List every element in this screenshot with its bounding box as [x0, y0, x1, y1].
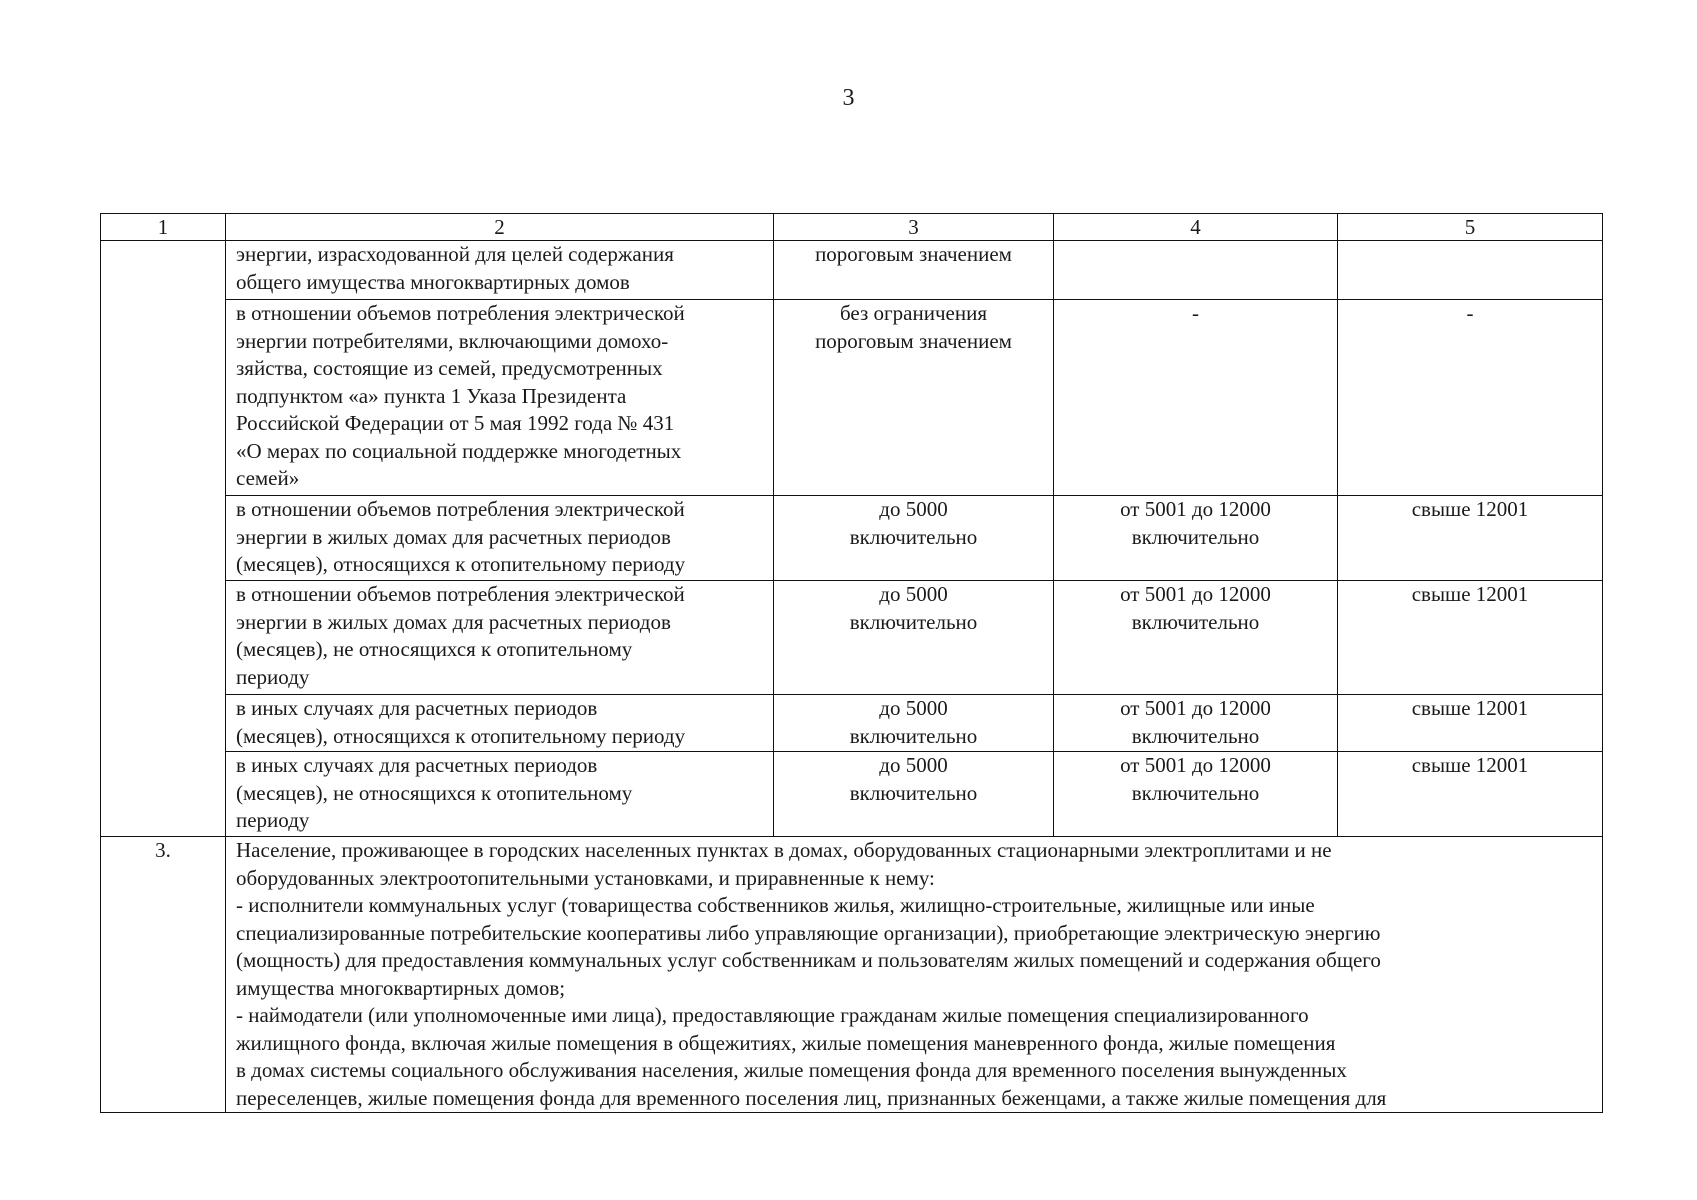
- page-number: 3: [842, 85, 855, 111]
- over-cell: [1338, 241, 1603, 300]
- text-line: -: [1466, 301, 1474, 325]
- text-line: в отношении объемов потребления электрической: [236, 497, 685, 521]
- description-cell: [226, 695, 774, 752]
- over-cell: [1338, 581, 1603, 695]
- text-line: включительно: [1131, 723, 1260, 748]
- text-line: без ограничения: [840, 301, 987, 325]
- text-line: свыше 12001: [1411, 753, 1529, 777]
- text-line: до 5000: [879, 753, 948, 777]
- header-cell-5: 5: [1338, 214, 1603, 241]
- text-line: «О мерах по социальной поддержке многодетных: [236, 438, 682, 463]
- tariff-table: [100, 213, 1603, 1113]
- text-line: - наймодатели (или уполномоченные ими лица), предоставляющие гражданам жилые помещения специализированного: [236, 1003, 1309, 1027]
- text-line: Население, проживающее в городских населенных пунктах в домах, оборудованных стационарными электроплитами и не: [236, 838, 1332, 862]
- threshold-cell: [774, 581, 1054, 695]
- text-line: в отношении объемов потребления электрической: [236, 301, 685, 325]
- over-cell: [1338, 496, 1603, 581]
- row-number-cell: [101, 241, 226, 837]
- range-cell: [1054, 241, 1338, 300]
- text-line: - исполнители коммунальных услуг (товарищества собственников жилья, жилищно-строительные, жилищные или иные: [236, 893, 1315, 917]
- section-number: 3.: [101, 837, 226, 1113]
- over-cell: [1338, 695, 1603, 752]
- text-line: (мощность) для предоставления коммунальных услуг собственникам и пользователям жилых помещений и содержания общего: [236, 948, 1381, 972]
- description-cell: [226, 241, 774, 300]
- text-line: энергии в жилых домах для расчетных периодов: [236, 609, 671, 634]
- text-line: жилищного фонда, включая жилые помещения в общежитиях, жилые помещения маневренного фонда, жилые помещения: [236, 1030, 1336, 1055]
- header-cell-1: 1: [101, 214, 226, 241]
- text-line: включительно: [1131, 780, 1260, 805]
- text-line: переселенцев, жилые помещения фонда для временного поселения лиц, признанных беженцами, а также жилые помещения для: [236, 1085, 1387, 1110]
- text-line: (месяцев), относящихся к отопительному периоду: [236, 723, 686, 748]
- table-row: [101, 300, 1603, 496]
- text-line: энергии в жилых домах для расчетных периодов: [236, 524, 671, 549]
- table-row: [101, 752, 1603, 837]
- text-line: от 5001 до 12000: [1120, 497, 1271, 521]
- text-line: энергии потребителями, включающими домохо-: [236, 328, 669, 353]
- text-line: включительно: [1131, 524, 1260, 549]
- text-line: семей»: [236, 466, 300, 490]
- text-line: включительно: [849, 524, 978, 549]
- header-cell-4: 4: [1054, 214, 1338, 241]
- text-line: Российской Федерации от 5 мая 1992 года № 431: [236, 411, 675, 435]
- range-cell: [1054, 695, 1338, 752]
- text-line: (месяцев), относящихся к отопительному периоду: [236, 552, 686, 576]
- text-line: периоду: [236, 664, 310, 689]
- description-cell: [226, 496, 774, 581]
- description-cell: [226, 581, 774, 695]
- text-line: (месяцев), не относящихся к отопительному: [236, 780, 633, 805]
- text-line: от 5001 до 12000: [1120, 582, 1271, 606]
- text-line: пороговым значением: [815, 242, 1012, 266]
- text-line: периоду: [236, 808, 310, 832]
- text-line: -: [1192, 301, 1199, 325]
- text-line: от 5001 до 12000: [1120, 696, 1271, 720]
- section-3-description: [226, 837, 1603, 1113]
- table-row: [101, 695, 1603, 752]
- text-line: свыше 12001: [1411, 696, 1529, 720]
- header-cell-2: 2: [226, 214, 774, 241]
- text-line: зяйства, состоящие из семей, предусмотренных: [236, 356, 663, 380]
- text-line: энергии, израсходованной для целей содержания: [236, 242, 674, 266]
- table-row: [101, 581, 1603, 695]
- text-line: в домах системы социального обслуживания населения, жилые помещения фонда для временного поселения вынужденных: [236, 1058, 1347, 1082]
- table-header-row: [101, 214, 1603, 241]
- text-line: от 5001 до 12000: [1120, 753, 1271, 777]
- text-line: в иных случаях для расчетных периодов: [236, 753, 598, 777]
- threshold-cell: [774, 695, 1054, 752]
- table-row: [101, 241, 1603, 300]
- text-line: свыше 12001: [1411, 497, 1529, 521]
- text-line: до 5000: [879, 696, 948, 720]
- text-line: пороговым значением: [815, 328, 1012, 353]
- text-line: имущества многоквартирных домов;: [236, 975, 566, 1000]
- range-cell: [1054, 581, 1338, 695]
- description-cell: [226, 752, 774, 837]
- section-3-row: [101, 837, 1603, 1113]
- text-line: включительно: [849, 609, 978, 634]
- text-line: свыше 12001: [1411, 582, 1529, 606]
- text-line: общего имущества многоквартирных домов: [236, 269, 630, 294]
- text-line: специализированные потребительские кооперативы либо управляющие организации), приобретающие электрическую энергию: [236, 920, 1381, 945]
- text-line: включительно: [849, 723, 978, 748]
- table-row: [101, 496, 1603, 581]
- threshold-cell: [774, 241, 1054, 300]
- range-cell: [1054, 300, 1338, 496]
- threshold-cell: [774, 752, 1054, 837]
- text-line: до 5000: [879, 497, 948, 521]
- text-line: подпунктом «а» пункта 1 Указа Президента: [236, 383, 627, 408]
- over-cell: [1338, 752, 1603, 837]
- range-cell: [1054, 496, 1338, 581]
- text-line: включительно: [849, 780, 978, 805]
- header-cell-3: 3: [774, 214, 1054, 241]
- over-cell: [1338, 300, 1603, 496]
- threshold-cell: [774, 496, 1054, 581]
- text-line: в отношении объемов потребления электрической: [236, 582, 685, 606]
- text-line: включительно: [1131, 609, 1260, 634]
- range-cell: [1054, 752, 1338, 837]
- text-line: (месяцев), не относящихся к отопительному: [236, 637, 633, 661]
- threshold-cell: [774, 300, 1054, 496]
- description-cell: [226, 300, 774, 496]
- text-line: в иных случаях для расчетных периодов: [236, 696, 598, 720]
- text-line: до 5000: [879, 582, 948, 606]
- text-line: оборудованных электроотопительными установками, и приравненные к нему:: [236, 865, 935, 890]
